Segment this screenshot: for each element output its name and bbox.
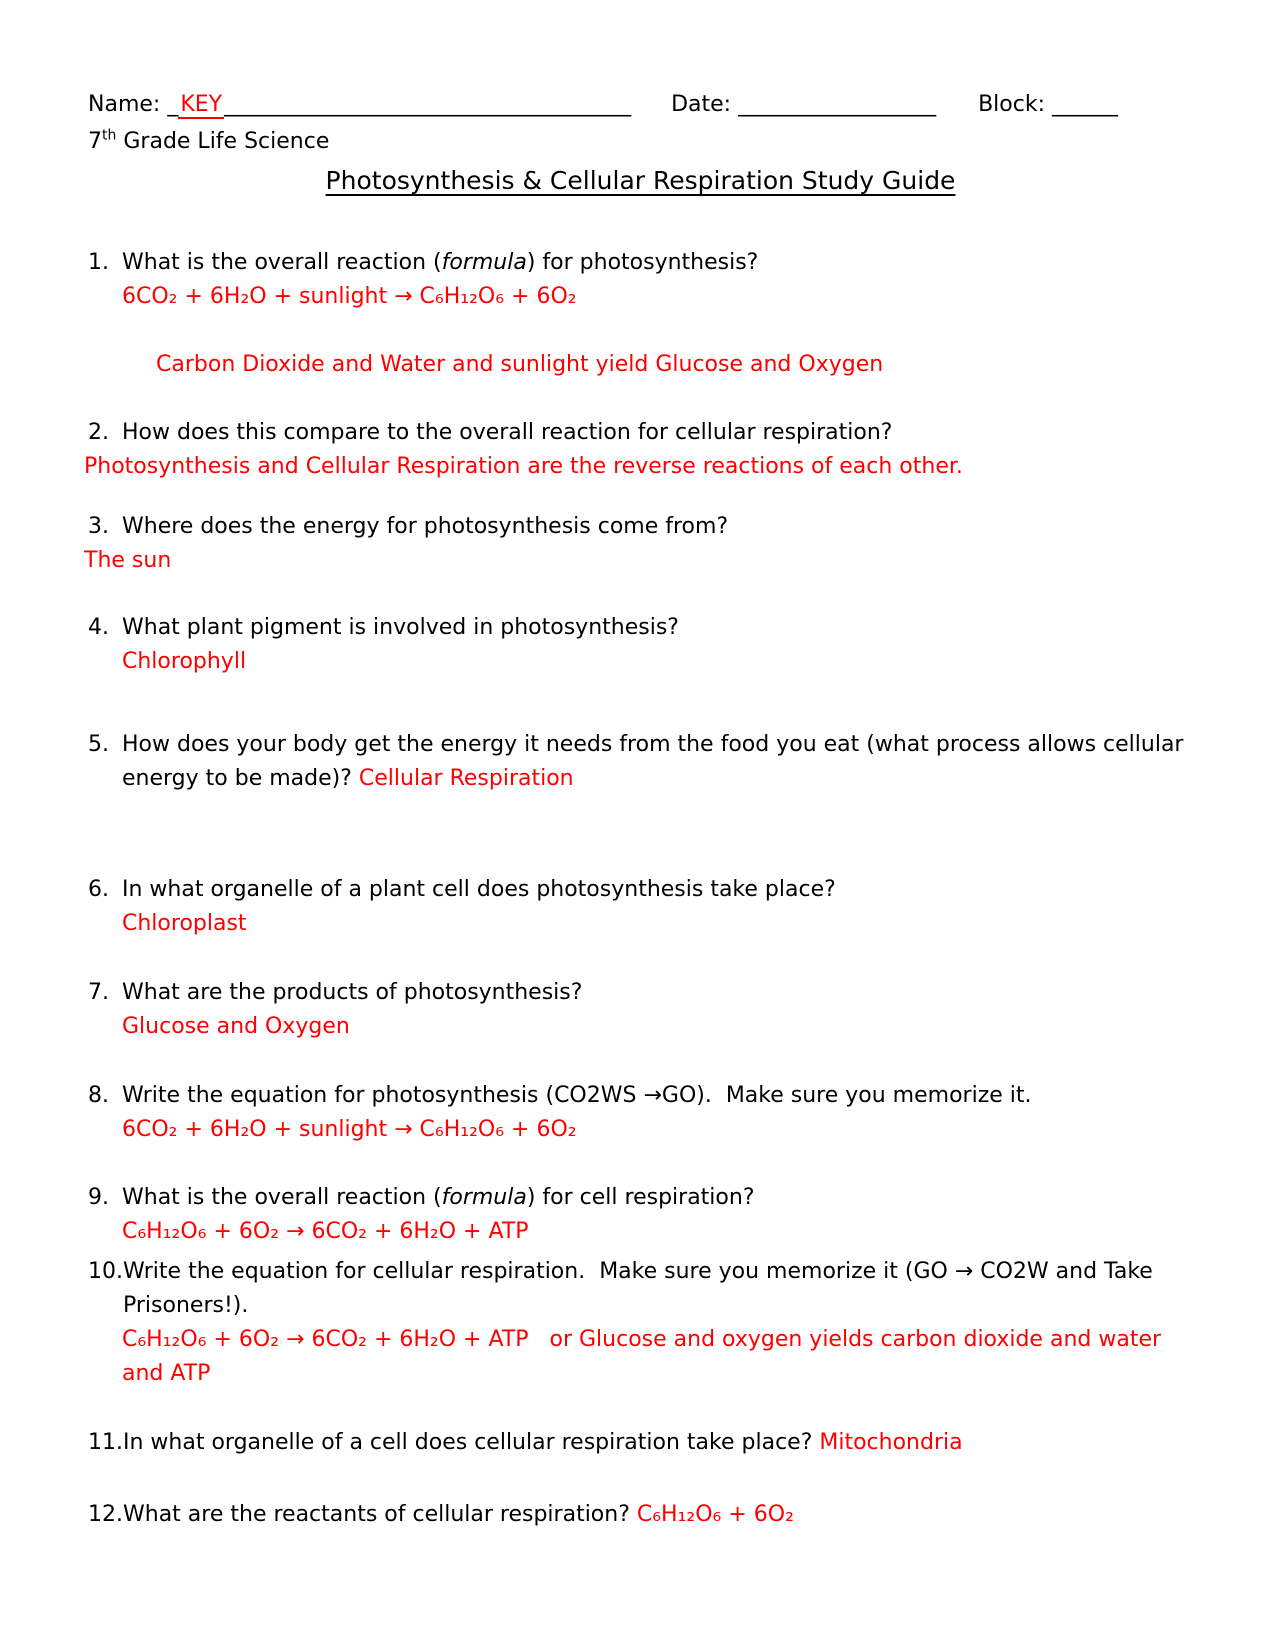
question-4-text-main: What plant pigment is involved in photosynthesis? (122, 615, 679, 640)
question-5-inline-answer: Cellular Respiration (358, 766, 574, 791)
answer-10: C₆H₁₂O₆ + 6O₂ → 6CO₂ + 6H₂O + ATP or Glucose and oxygen yields carbon dioxide and water and ATP (122, 1327, 1169, 1386)
date-label: Date: (671, 92, 739, 117)
title-wrap (88, 159, 1193, 203)
answer-8: 6CO₂ + 6H₂O + sunlight → C₆H₁₂O₆ + 6O₂ (122, 1117, 577, 1142)
grade-ordinal-suffix: th (102, 127, 117, 144)
question-1-text-italic: formula (441, 250, 527, 275)
question-12-inline-answer: C₆H₁₂O₆ + 6O₂ (636, 1502, 794, 1527)
name-blank-line-start: _ (167, 92, 179, 117)
question-8-text-main: Write the equation for photosynthesis (CO2WS →GO). Make sure you memorize it. (122, 1083, 1032, 1108)
question-1 (88, 246, 1193, 280)
question-1-text-pre: What is the overall reaction ( (122, 250, 442, 275)
question-3 (88, 510, 1193, 544)
question-6-number: 6. (88, 877, 109, 902)
question-11 (88, 1426, 1193, 1460)
question-4-number: 4. (88, 615, 109, 640)
answer-4: Chlorophyll (122, 649, 247, 674)
question-5-number: 5. (88, 732, 109, 757)
question-12-text-main: What are the reactants of cellular respiration? (123, 1502, 637, 1527)
question-2-number: 2. (88, 420, 109, 445)
question-2-text (122, 416, 1193, 450)
question-8 (88, 1079, 1193, 1113)
question-11-text (123, 1426, 1193, 1460)
name-blank-line: _____________________________________ (224, 92, 632, 117)
answer-7: Glucose and Oxygen (122, 1014, 350, 1039)
header-row (88, 88, 1193, 122)
question-9-text-post: ) for cell respiration? (526, 1185, 755, 1210)
question-6-text (122, 873, 1193, 907)
name-value: KEY (180, 92, 223, 117)
question-12-number: 12. (88, 1502, 123, 1527)
question-10 (88, 1255, 1193, 1323)
question-9 (88, 1181, 1193, 1215)
question-3-number: 3. (88, 514, 109, 539)
question-1-text-post: ) for photosynthesis? (526, 250, 759, 275)
question-9-text (122, 1181, 1193, 1215)
question-8-text (122, 1079, 1193, 1113)
question-4-text (122, 611, 1193, 645)
question-10-number: 10. (88, 1259, 123, 1284)
name-label: Name: (88, 92, 168, 117)
question-6 (88, 873, 1193, 907)
question-11-number: 11. (88, 1430, 123, 1455)
question-7-text (122, 976, 1193, 1010)
question-5-text-main: How does your body get the energy it needs from the food you eat (what process allows cellular energy to be made)? (122, 732, 1191, 791)
question-11-inline-answer: Mitochondria (819, 1430, 963, 1455)
block-label: Block: (978, 92, 1052, 117)
grade-number: 7 (88, 129, 102, 154)
block-blank-line: ______ (1051, 92, 1118, 117)
answer-6: Chloroplast (122, 911, 247, 936)
question-12-text (123, 1498, 1193, 1532)
question-5 (88, 728, 1193, 796)
question-8-number: 8. (88, 1083, 109, 1108)
question-9-text-pre: What is the overall reaction ( (122, 1185, 442, 1210)
answer-1-words: Carbon Dioxide and Water and sunlight yield Glucose and Oxygen (156, 352, 884, 377)
answer-9: C₆H₁₂O₆ + 6O₂ → 6CO₂ + 6H₂O + ATP (122, 1219, 529, 1244)
grade-line (88, 125, 1193, 159)
question-2 (88, 416, 1193, 450)
answer-2: Photosynthesis and Cellular Respiration are the reverse reactions of each other. (84, 454, 963, 479)
question-9-text-italic: formula (441, 1185, 527, 1210)
question-1-text (122, 246, 1193, 280)
question-9-number: 9. (88, 1185, 109, 1210)
question-7-number: 7. (88, 980, 109, 1005)
question-10-text (123, 1255, 1193, 1323)
question-2-text-main: How does this compare to the overall reaction for cellular respiration? (122, 420, 893, 445)
question-5-text (122, 728, 1193, 796)
answer-1-formula: 6CO₂ + 6H₂O + sunlight → C₆H₁₂O₆ + 6O₂ (122, 284, 577, 309)
question-3-text (122, 510, 1193, 544)
question-12 (88, 1498, 1193, 1532)
page-title: Photosynthesis & Cellular Respiration Study Guide (325, 166, 956, 195)
question-7 (88, 976, 1193, 1010)
question-7-text-main: What are the products of photosynthesis? (122, 980, 583, 1005)
question-6-text-main: In what organelle of a plant cell does photosynthesis take place? (122, 877, 836, 902)
question-4 (88, 611, 1193, 645)
answer-3: The sun (84, 548, 172, 573)
question-10-text-main: Write the equation for cellular respiration. Make sure you memorize it (GO → CO2W and Take Prisoners!). (123, 1259, 1160, 1318)
question-3-text-main: Where does the energy for photosynthesis come from? (122, 514, 729, 539)
grade-text: Grade Life Science (116, 129, 330, 154)
date-blank-line: __________________ (738, 92, 937, 117)
question-11-text-main: In what organelle of a cell does cellular respiration take place? (123, 1430, 820, 1455)
question-1-number: 1. (88, 250, 109, 275)
